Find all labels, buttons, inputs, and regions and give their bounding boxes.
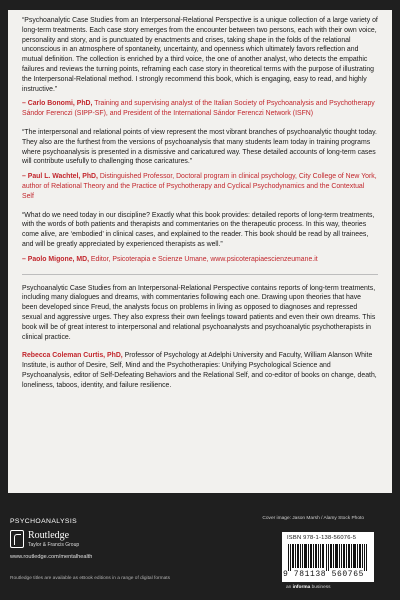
endorser-affiliation: Distinguished Professor, Doctoral program in clinical psychology, City College of New York, author of Relational Theory and the Practice of Psychotherapy and Cyclical Psychodynamics and the Contextual Self <box>22 173 377 200</box>
publisher-name: Routledge <box>28 529 70 541</box>
endorser-name: – Paul L. Wachtel, PhD, <box>22 173 98 181</box>
barcode <box>282 532 374 582</box>
category-label: PSYCHOANALYSIS <box>10 518 78 525</box>
ebook-note: Routledge titles are available as eBook editions in a range of digital formats <box>10 576 170 581</box>
publisher-website[interactable]: www.routledge.com/mentalhealth <box>10 554 93 560</box>
endorsement-3 <box>22 211 378 265</box>
barcode-bars-icon <box>288 544 368 571</box>
endorsement-attribution <box>22 255 378 265</box>
cover-credit: Cover image: Jason Marsh / Alamy Stock Photo <box>262 516 364 521</box>
section-divider <box>22 274 378 275</box>
endorser-name: – Carlo Bonomi, PhD, <box>22 100 93 108</box>
isbn-label: ISBN 978-1-138-56076-5 <box>287 535 357 541</box>
routledge-mark-icon <box>10 530 24 548</box>
cover-text-area <box>8 10 392 493</box>
endorser-name: – Paolo Migone, MD, <box>22 255 89 263</box>
endorsement-quote: “What do we need today in our discipline? Exactly what this book provides: detailed reports of long-term treatments, with the words of both patients and therapists and commentaries on the therapeutic process. In this way, theories come alive, are ‘embodied’ in clinical cases, and explained to the reader. This book should be read by all trainees, and will be greatly appreciated by experienced therapists as well.” <box>22 211 375 248</box>
endorsement-attribution <box>22 172 378 201</box>
endorsement-attribution <box>22 99 378 119</box>
endorsement-1 <box>22 16 378 119</box>
endorsement-quote: “The interpersonal and relational points of view represent the most vibrant branches of psychoanalytic thought today. They also are the furthest from the versions of psychoanalysis that many students learn today in training programs where psychoanalysis is presented in a dismissive and caricatured way. These detailed accounts of long-term cases will contribute usefully to challenging those caricatures.” <box>22 128 377 166</box>
routledge-logo <box>10 530 79 548</box>
endorser-affiliation: Training and supervising analyst of the Italian Society of Psychoanalysis and Psychotherapy Sándor Ferenczi (SIPP-SF), and President of the International Sándor Ferenczi Network (ISFN) <box>22 100 375 118</box>
publisher-subtitle: Taylor & Francis Group <box>28 541 80 548</box>
endorsement-2 <box>22 128 378 202</box>
endorser-affiliation: Editor, Psicoterapia e Scienze Umane, www.psicoterapiaescienzeumane.it <box>89 255 318 263</box>
author-bio: Professor of Psychology at Adelphi University and Faculty, William Alanson White Institute, is author of Desire, Self, Mind and the Psychotherapies: Unifying Psychological Science and Psychoanalysis, editor of Self-Defeating Behaviors and the Relational Self, and co-editor of books on change, death, loneliness, taboos, identity, and failure resilience. <box>22 352 377 389</box>
author-bio-block <box>22 351 378 390</box>
informa-business-note: an informa business <box>286 585 331 590</box>
author-name: Rebecca Coleman Curtis, PhD, <box>22 352 123 360</box>
barcode-number: 9 781138 560765 <box>283 570 365 579</box>
endorsement-quote: “Psychoanalytic Case Studies from an Interpersonal-Relational Perspective is a unique collection of a large variety of long-term treatments. Each case story emerges from the encounter between two persons, each with their own voice, personality and story, and is punctuated by enactments and crises, taking shape in the folds of the relational unconscious in an atmosphere of spontaneity, uncertainty, and openness which ultimately favors reflection and mutual definition. The collection is enriched by a third voice, the one of another analyst, who detects the empathic failures and reviews the turning points, reframing each case story in theoretical terms with the purpose of illustrating the Interpersonal-Relational method. I strongly recommend this book, which is engaging, easy to read, and highly instructive.” <box>22 17 378 93</box>
book-description: Psychoanalytic Case Studies from an Interpersonal-Relational Perspective contains reports of long-term treatments, including many dialogues and dreams, with commentaries following each one. Drawing upon theories that have been developed since Freud, the analysts focus on problems in living as opposed to diagnoses and repressed sexual and aggressive urges. They also express their own feelings toward patients and even their own dreams. This book will be of great interest to interpersonal and relational psychoanalysts and psychoanalytic psychotherapists in clinical practice. <box>22 284 376 341</box>
footer-band <box>0 496 400 600</box>
